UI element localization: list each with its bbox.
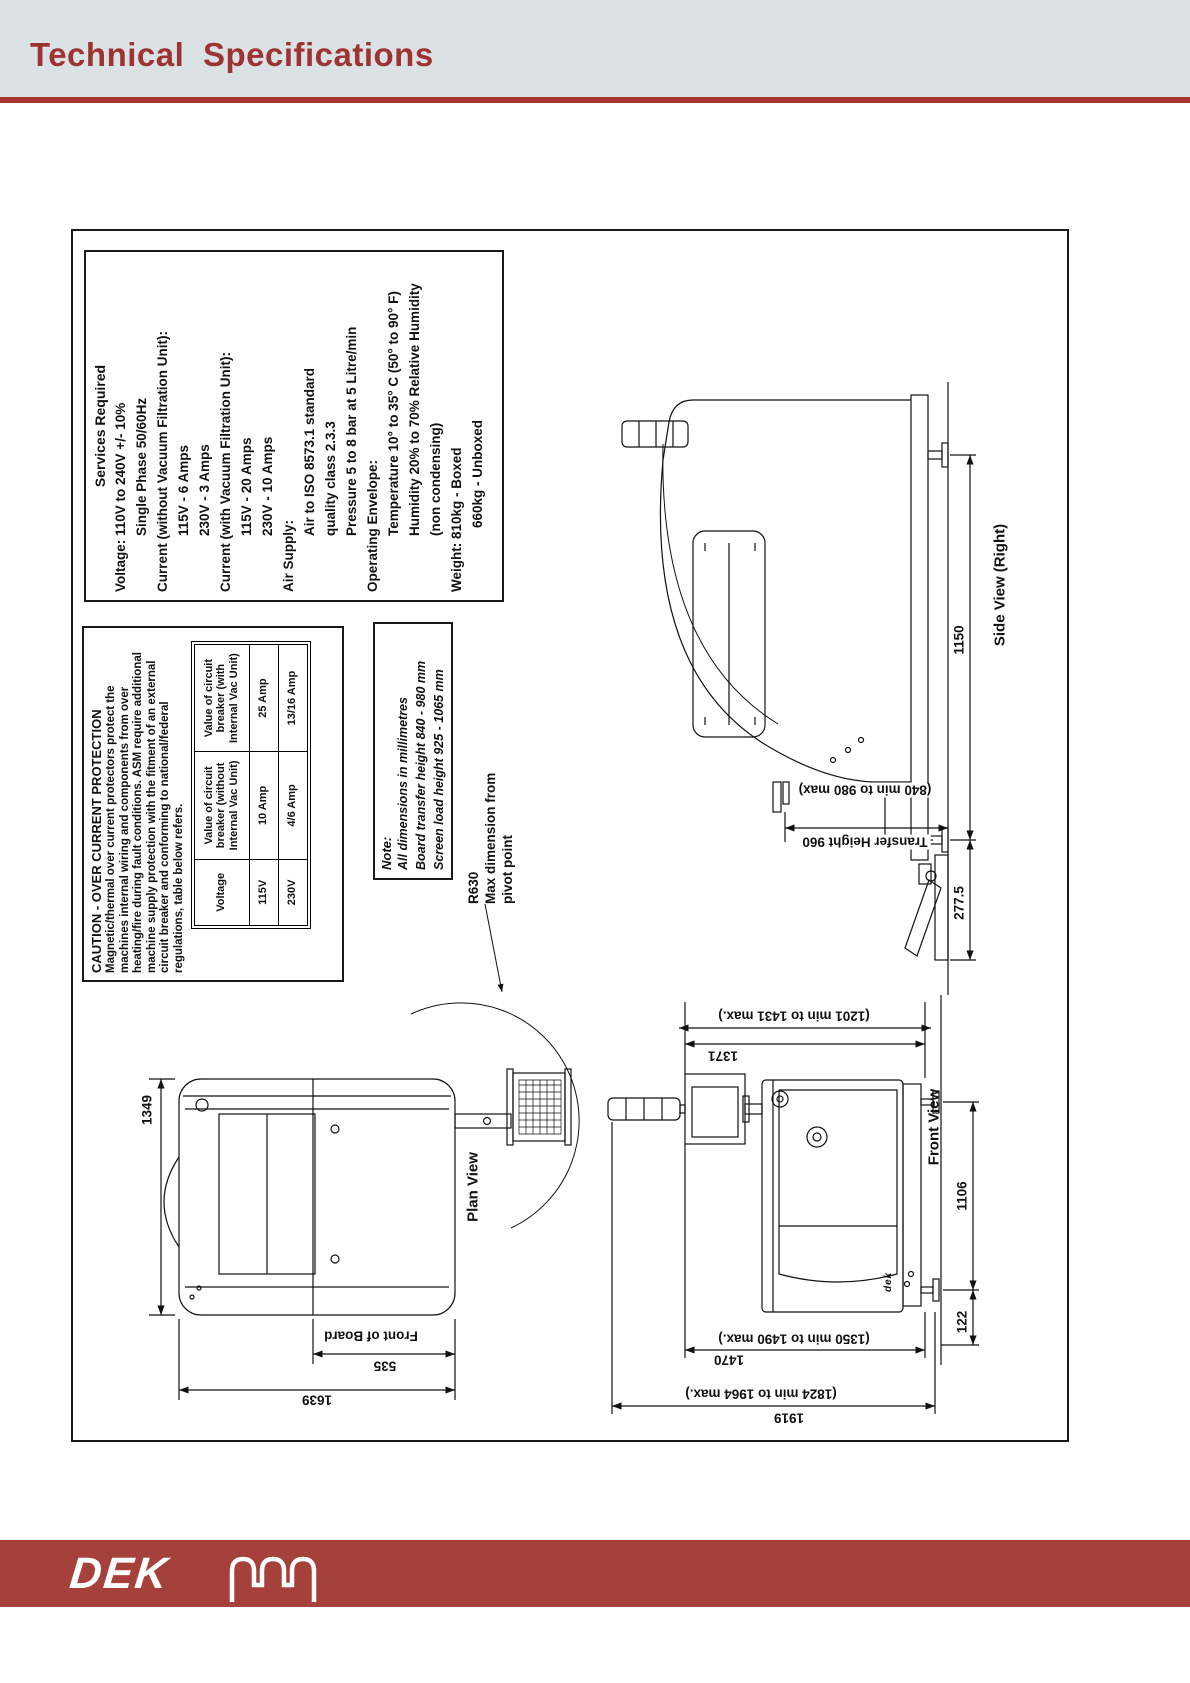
services-line: Humidity 20% to 70% Relative Humidity xyxy=(407,283,422,536)
services-line: Pressure 5 to 8 bar at 5 Litre/min xyxy=(344,326,359,536)
footer-band xyxy=(0,1540,1190,1607)
note-box xyxy=(373,622,453,880)
breaker-cell: 10 Amp xyxy=(249,752,278,859)
dim-front-right-inner: 1371 xyxy=(705,1049,741,1064)
services-line: Operating Envelope: xyxy=(365,459,380,592)
dim-front-left-inner: 1470 xyxy=(711,1353,747,1368)
front-monitor xyxy=(685,1074,745,1144)
dek-arches-icon xyxy=(228,1555,328,1603)
services-line: 115V - 20 Amps xyxy=(239,437,254,536)
pivot-radius-text: Max dimension from xyxy=(483,772,498,904)
services-line: 230V - 10 Amps xyxy=(260,436,275,536)
dim-plan-front: 535 xyxy=(371,1359,400,1374)
front-view-caption: Front View xyxy=(925,1088,943,1166)
breaker-cell: 13/16 Amp xyxy=(278,645,307,752)
drawing-canvas xyxy=(73,231,1067,1440)
services-line: Temperature 10° to 35° C (50° to 90° F) xyxy=(386,291,401,536)
side-beacon xyxy=(622,421,688,447)
dim-front-left-inner-range: (1350 min to 1490 max.) xyxy=(715,1332,873,1347)
side-view-caption: Side View (Right) xyxy=(991,523,1009,647)
header-rule xyxy=(0,97,1190,103)
services-line: Weight: 810kg - Boxed xyxy=(449,447,464,592)
caution-box xyxy=(82,626,344,982)
foot-pedal xyxy=(935,855,948,960)
breaker-cell: 25 Amp xyxy=(249,645,278,752)
dim-side-feet: 1150 xyxy=(952,622,967,657)
breaker-col-header: Value of circuit breaker (without Internal Vac Unit) xyxy=(194,752,249,859)
services-line: 230V - 3 Amps xyxy=(197,444,212,536)
dim-plan-width: 1349 xyxy=(140,1092,155,1128)
note-line: Screen load height 925 - 1065 mm xyxy=(432,669,446,870)
dim-front-right-outer: (1201 min to 1431 max.) xyxy=(715,1009,873,1024)
machine-front-logo: dek xyxy=(883,1271,894,1292)
caution-body: Magnetic/thermal over current protectors protect the machines internal wiring and components from over heating/fire during fault conditions. ASM require additional machine supply protection with the fitment of an external circuit breaker and conforming to national/federal regulations, table below refers. xyxy=(105,652,185,973)
dim-front-bottom-left: 122 xyxy=(955,1308,970,1337)
front-of-board-label: Front of Board xyxy=(321,1329,421,1344)
pivot-leader xyxy=(485,904,502,992)
plan-view-caption: Plan View xyxy=(464,1152,482,1222)
pivot-radius-value: R630 xyxy=(466,871,481,904)
table-row xyxy=(249,645,278,926)
services-line: Current (with Vacuum Filtration Unit): xyxy=(218,352,233,592)
dim-transfer-range: (840 min to 980 max) xyxy=(796,783,935,798)
caution-title: CAUTION - OVER CURRENT PROTECTION xyxy=(89,709,104,973)
plan-front-bulge xyxy=(164,1157,179,1247)
services-line: Single Phase 50/60Hz xyxy=(134,397,149,536)
dek-logo: DEK xyxy=(67,1549,172,1598)
dim-front-left-outer-range: (1824 min to 1964 max.) xyxy=(682,1387,840,1402)
table-row xyxy=(278,645,307,926)
dim-plan-depth: 1639 xyxy=(299,1393,335,1408)
services-line: Air Supply: xyxy=(281,519,296,592)
dim-side-front: 277.5 xyxy=(952,883,967,923)
front-door xyxy=(779,1090,897,1282)
breaker-table-wrap xyxy=(191,641,311,929)
drawing-frame xyxy=(71,229,1069,1442)
services-line: Voltage: 110V to 240V +/- 10% xyxy=(113,402,128,592)
breaker-col-header: Value of circuit breaker (with Internal Vac Unit) xyxy=(194,645,249,752)
breaker-cell: 4/6 Amp xyxy=(278,752,307,859)
services-line: 660kg - Unboxed xyxy=(470,419,485,528)
breaker-cell: 115V xyxy=(249,859,278,925)
side-body xyxy=(660,400,911,782)
breaker-cell: 230V xyxy=(278,859,307,925)
pivot-radius-label xyxy=(465,773,516,904)
pivot-radius-text: pivot point xyxy=(500,835,515,904)
services-line: 115V - 6 Amps xyxy=(176,444,191,536)
note-line: All dimensions in millimetres xyxy=(396,697,410,870)
services-required-box xyxy=(84,250,504,602)
services-line: Current (without Vacuum Filtration Unit): xyxy=(155,331,170,592)
dim-front-bottom: 1106 xyxy=(955,1178,970,1213)
services-line: quality class 2.3.3 xyxy=(323,421,338,536)
services-line: Air to ISO 8573.1 standard xyxy=(302,367,317,536)
breaker-table xyxy=(194,644,308,926)
note-title: Note: xyxy=(379,836,394,870)
dim-front-left-outer: 1919 xyxy=(771,1411,807,1426)
transfer-height-label: Transfer Height 960 xyxy=(799,835,930,850)
plan-monitor xyxy=(513,1073,565,1141)
breaker-col-header: Voltage xyxy=(194,859,249,925)
services-title: Services Required xyxy=(92,364,108,488)
note-line: Board transfer height 840 - 980 mm xyxy=(414,660,428,870)
services-line: (non condensing) xyxy=(428,422,443,536)
page-title: Technical Specifications xyxy=(30,36,434,73)
